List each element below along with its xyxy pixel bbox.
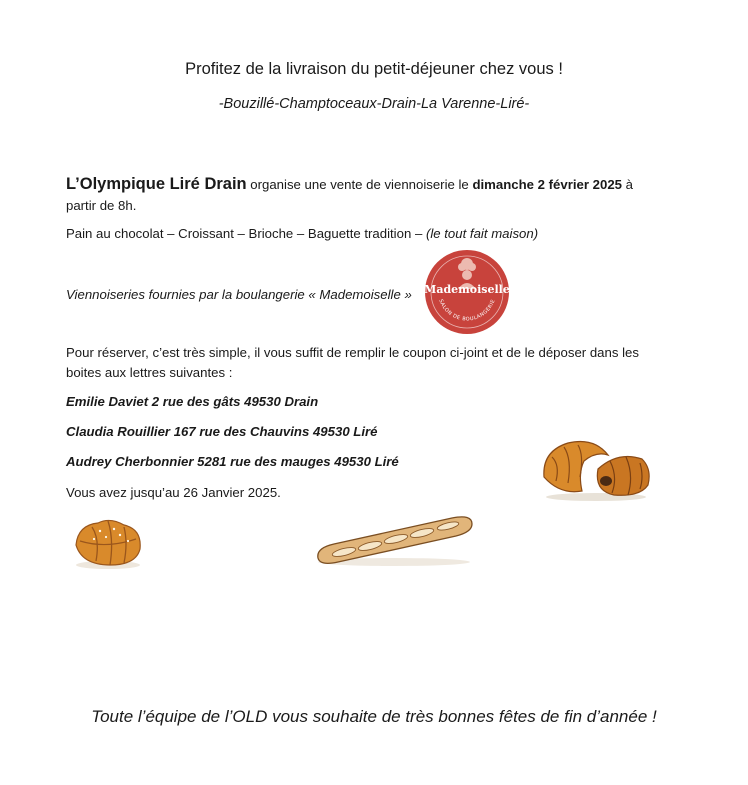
club-name: L’Olympique Liré Drain [66,175,247,193]
address-item: Emilie Daviet 2 rue des gâts 49530 Drain [66,394,319,409]
address-item: Claudia Rouillier 167 rue des Chauvins 49530 Liré [66,424,378,439]
deadline-text: Vous avez jusqu’au 26 Janvier 2025. [66,485,281,500]
reservation-instructions: Pour réserver, c’est très simple, il vous suffit de remplir le coupon ci-joint et de le déposer dans les boites aux lettres suivantes : [66,345,639,380]
address-item: Audrey Cherbonnier 5281 rue des mauges 49530 Liré [66,454,399,469]
mademoiselle-logo [424,249,510,335]
products-line [66,226,538,241]
logo-tagline: SALON DE BOULANGERIE [437,298,497,323]
page-title: Profitez de la livraison du petit-déjeuner chez vous ! [185,60,563,78]
products-note: (le tout fait maison) [425,226,539,241]
towns-subtitle: -Bouzillé-Champtoceaux-Drain-La Varenne-Liré- [218,96,530,112]
croissant-illustration [538,437,654,503]
intro-text-before-date: organise une vente de viennoiserie le [246,177,473,192]
products-list: Pain au chocolat – Croissant – Brioche – Baguette tradition – [66,226,426,241]
supplier-text: Viennoiseries fournies par la boulangerie « Mademoiselle » [66,287,412,302]
intro-paragraph [66,174,666,216]
baguette-illustration [312,512,476,570]
intro-text-after-date: à partir de 8h. [66,177,633,213]
event-date: dimanche 2 février 2025 [472,177,622,192]
brioche-illustration [70,515,146,571]
closing-message: Toute l’équipe de l’OLD vous souhaite de très bonnes fêtes de fin d’année ! [91,707,657,726]
logo-wordmark: Mademoiselle [424,283,510,296]
